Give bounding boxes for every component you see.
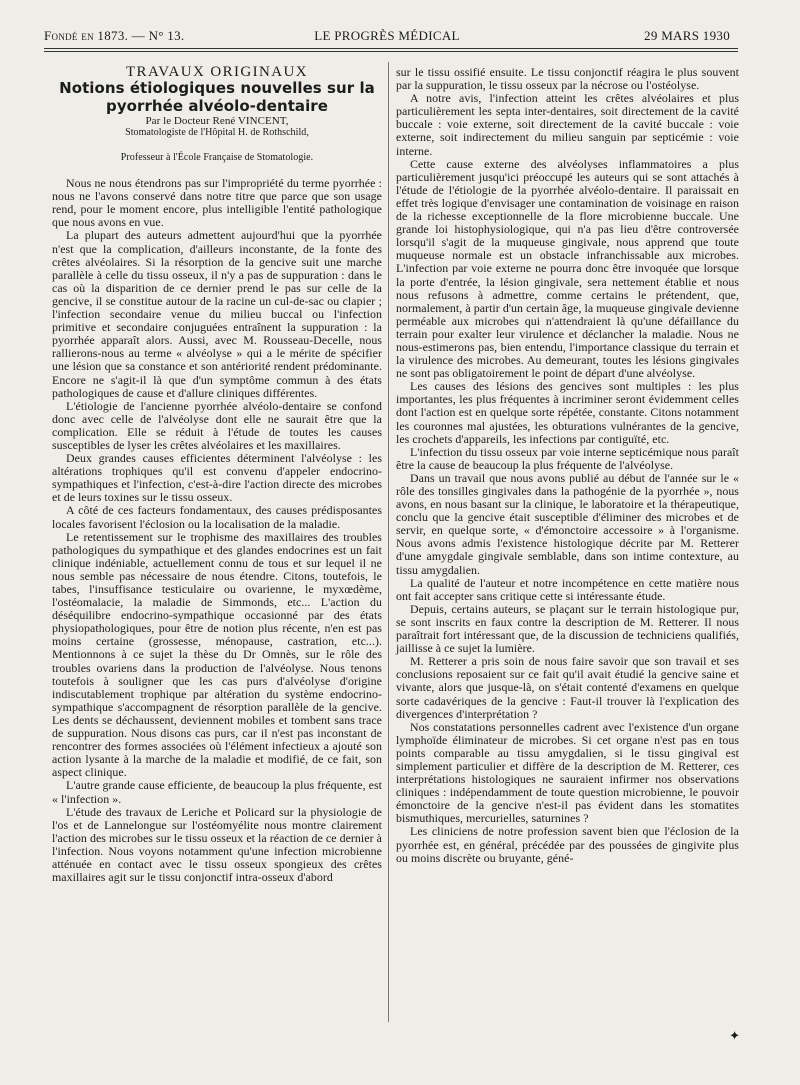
header-rule-top — [44, 48, 738, 49]
paragraph: Deux grandes causes efficientes déterminent l'alvéolyse : les altérations trophiques qu'il est convenu d'appeler endocrino-sympathiques et l'infection, c'est-à-dire l'action directe des microbes et de leurs toxines sur le tissu osseux. — [52, 451, 382, 505]
paragraph: Nous ne nous étendrons pas sur l'impropriété du terme pyorrhée : nous ne l'avons conservé dans notre titre que parce que son usage rend, pour le moment encore, plus intelligible l'entité pathologique que nous avons en vue. — [52, 176, 382, 230]
paragraph: A notre avis, l'infection atteint les crêtes alvéolaires et plus particulièrement les septa inter-dentaires, soit directement de la cavité buccale : voie externe, soit directement de la cavité buccale : voie externe, soit indirectement du milieu sanguin par septicémie : voie interne. — [396, 91, 739, 158]
header-date: 29 MARS 1930 — [644, 28, 730, 43]
header-journal-title: LE PROGRÈS MÉDICAL — [314, 28, 460, 43]
paragraph: sur le tissu ossifié ensuite. Le tissu conjonctif réagira le plus souvent par la suppuration, le tissu osseux par la nécrose ou l'ostéolyse. — [396, 65, 739, 93]
author-byline: Par le Docteur René VINCENT, — [145, 115, 289, 128]
paragraph: A côté de ces facteurs fondamentaux, des causes prédisposantes locales favorisent l'éclosion ou la localisation de la maladie. — [52, 503, 382, 531]
paragraph: L'étiologie de l'ancienne pyorrhée alvéolo-dentaire se confond donc avec celle de l'alvéolyse dont elle ne saurait être que la complication. Elle se réduit à l'étude de toutes les causes susceptibles de lyser les crêtes alvéolaires et les maxillaires. — [52, 398, 382, 452]
paragraph: La plupart des auteurs admettent aujourd'hui que la pyorrhée n'est que la complication, d'ailleurs inconstante, de la fonte des crêtes alvéolaires. Si la résorption de la gencive suit une marche parallèle à celle du tissu osseux, il n'y a pas de suppuration : dans le cas où la disparition de ce dernier prend le pas sur celle de la gencive, il se constitue autour de la racine un cul-de-sac ou clapier ; l'infection secondaire venue du milieu buccal ou l'infection primitive et secondaire conjuguées entraînent la suppuration : la pyorrhée apparaît alors. Aussi, avec M. Rousseau-Decelle, nous rallierons-nous au terme « alvéolyse » qui a le mérite de spécifier une lésion que sa constance et son antériorité rendent prédominante. Encore ne s'agit-il là que d'un symptôme commun à des états pathologiques de cause et d'allure cliniques différentes. — [52, 228, 382, 400]
paragraph: L'autre grande cause efficiente, de beaucoup la plus fréquente, est « l'infection ». — [52, 778, 382, 806]
paragraph: Cette cause externe des alvéolyses inflammatoires a plus particulièrement jusqu'ici préoccupé les auteurs qui se sont attachés à l'étude de l'étiologie de la pyorrhée alvéolo-dentaire. Il paraissait en effet très logique d'envisager une contamination de voisinage en raison de la richesse exceptionnelle de la flore microbienne buccale. Une grande loi histophysiologique, qui n'a pas lieu d'être controversée lorsqu'il s'agit de la muqueuse gingivale, nous apprend que toute muqueuse normale est un obstacle infranchissable aux microbes. L'infection par voie externe ne pourra donc être invoquée que lorsque la porte d'entrée, la lésion gingivale, sera nettement établie et nous nous refusons à admettre, comme certains le prétendent, que, normalement, à partir d'un certain âge, la muqueuse gingivale devienne perméable aux microbes qui n'attendraient là qu'une défaillance du terrain pour exalter leur virulence et déclancher la maladie. Nous ne nous-estimerons pas, bien entendu, l'importance classique du terrain et la virulence des microbes. Au demeurant, toutes les lésions gingivales ne sont pas obligatoirement le point de départ d'une alvéolyse. — [396, 156, 739, 381]
column-divider — [388, 62, 389, 1022]
article-title: Notions étiologiques nouvelles sur la pyorrhée alvéolo-dentaire — [59, 79, 375, 116]
author-affiliation-2: Professeur à l'École Française de Stomatologie. — [120, 152, 314, 164]
header-founded: Fondé en 1873. — N° 13. — [44, 28, 185, 43]
running-header — [44, 28, 730, 50]
paragraph: Depuis, certains auteurs, se plaçant sur le terrain histologique pur, se sont inscrits en faux contre la description de M. Retterer. Il nous paraîtrait fort intéressant que, de la discussion de techniciens qualifiés, jaillisse à ce sujet la lumière. — [396, 601, 739, 656]
left-column — [52, 66, 382, 884]
paragraph: Le retentissement sur le trophisme des maxillaires des troubles pathologiques du sympathique et des glandes endocrines est un fait clinique indéniable, actuellement connu de tous et sur lequel il ne nous semble pas nécessaire de nous étendre. Citons, toutefois, le tabes, l'insuffisance testiculaire ou ovarienne, le myxœdème, l'ostéomalacie, la maladie de Simmonds, etc... L'action du déséquilibre endocrino-sympathique occasionné par des états physiopathologiques, pour être de notion plus récente, n'en est pas moins certaine (grossesse, ménopause, castration, etc...). Mentionnons à ce sujet la thèse du Dr Omnès, sur le rôle des troubles ovariens dans la production de l'alvéolyse. Nous tenons toutefois à souligner que les cas purs d'alvéolyse d'origine indiscutablement trophique par altération du système endocrino-sympathique s'accompagnent de résorption parallèle de la gencive. Les dents se déchaussent, deviennent mobiles et tombent sans trace de suppuration. Nous disons cas purs, car il n'est pas inconstant de rencontrer des formes associées où l'élément infectieux a ajouté son action lysante à la marche de la maladie et modifié, de ce fait, son aspect clinique. — [52, 529, 382, 780]
paragraph: Les cliniciens de notre profession savent bien que l'éclosion de la pyorrhée est, en général, précédée par des poussées de gingivite plus ou moins discrète ou bruyante, géné- — [396, 824, 739, 865]
end-ornament-icon: ✦ — [729, 1028, 740, 1043]
right-column — [396, 66, 739, 865]
author-affiliation-1: Stomatologiste de l'Hôpital H. de Rothschild, — [125, 127, 309, 139]
paragraph: L'étude des travaux de Leriche et Policard sur la physiologie de l'os et de Lannelongue sur l'ostéomyélite nous montre clairement l'action des microbes sur le tissu osseux et la réaction de ce dernier à l'infection. Nous voyons notamment qu'une infection microbienne atténuée en contact avec le tissu osseux spongieux des crêtes maxillaires agit sur le tissu conjonctif intra-osseux d'abord — [52, 804, 382, 885]
paragraph: La qualité de l'auteur et notre incompétence en cette matière nous ont fait accepter sans critique cette si intéressante étude. — [396, 575, 739, 603]
header-rule-bottom — [44, 51, 738, 52]
paragraph: M. Retterer a pris soin de nous faire savoir que son travail et ses conclusions reposaient sur ce fait qu'il avait étudié la gencive saine et vivante, alors que jusque-là, on s'était contenté d'examens en quelque sorte cadavériques de la gencive : Faut-il trouver là l'explication des divergences d'interprétation ? — [396, 654, 739, 721]
paragraph: Dans un travail que nous avons publié au début de l'année sur le « rôle des tonsilles gingivales dans la pathogénie de la pyorrhée », nous avons, en nous basant sur la clinique, le laboratoire et la thérapeutique, conclu que la gencive était susceptible d'éliminer des microbes et de servir, en quelque sorte, « d'émonctoire accessoire » à l'organisme. Nous avons admis l'existence histologique décrite par M. Retterer d'une amygdale gingivale semblable, dans son intime contexture, au tissu amygdalien. — [396, 470, 739, 577]
paragraph: Les causes des lésions des gencives sont multiples : les plus importantes, les plus fréquentes à incriminer seront évidemment celles dont l'action est en quelque sorte répétée, constante. Citons notamment les couronnes mal ajustées, les obturations vulnérantes de la gencive, les crochets d'appareils, les infections par contiguïté, etc. — [396, 379, 739, 446]
paragraph: L'infection du tissu osseux par voie interne septicémique nous paraît être la cause de beaucoup la plus fréquente de l'alvéolyse. — [396, 444, 739, 472]
section-heading: TRAVAUX ORIGINAUX — [125, 64, 308, 80]
paragraph: Nos constatations personnelles cadrent avec l'existence d'un organe lymphoïde éliminateur de microbes. Si cet organe n'est pas en tous points comparable au tissu amygdalien, si le tissu gingival est simplement particulier et diffère de la description de M. Retterer, ces interprétations histologiques ne sauraient infirmer nos observations cliniques : indépendamment de toute question microbienne, le pouvoir émonctoire de la gencive n'est-il pas évident dans les stomatites bismuthiques, mercurielles, saturnines ? — [396, 719, 739, 826]
